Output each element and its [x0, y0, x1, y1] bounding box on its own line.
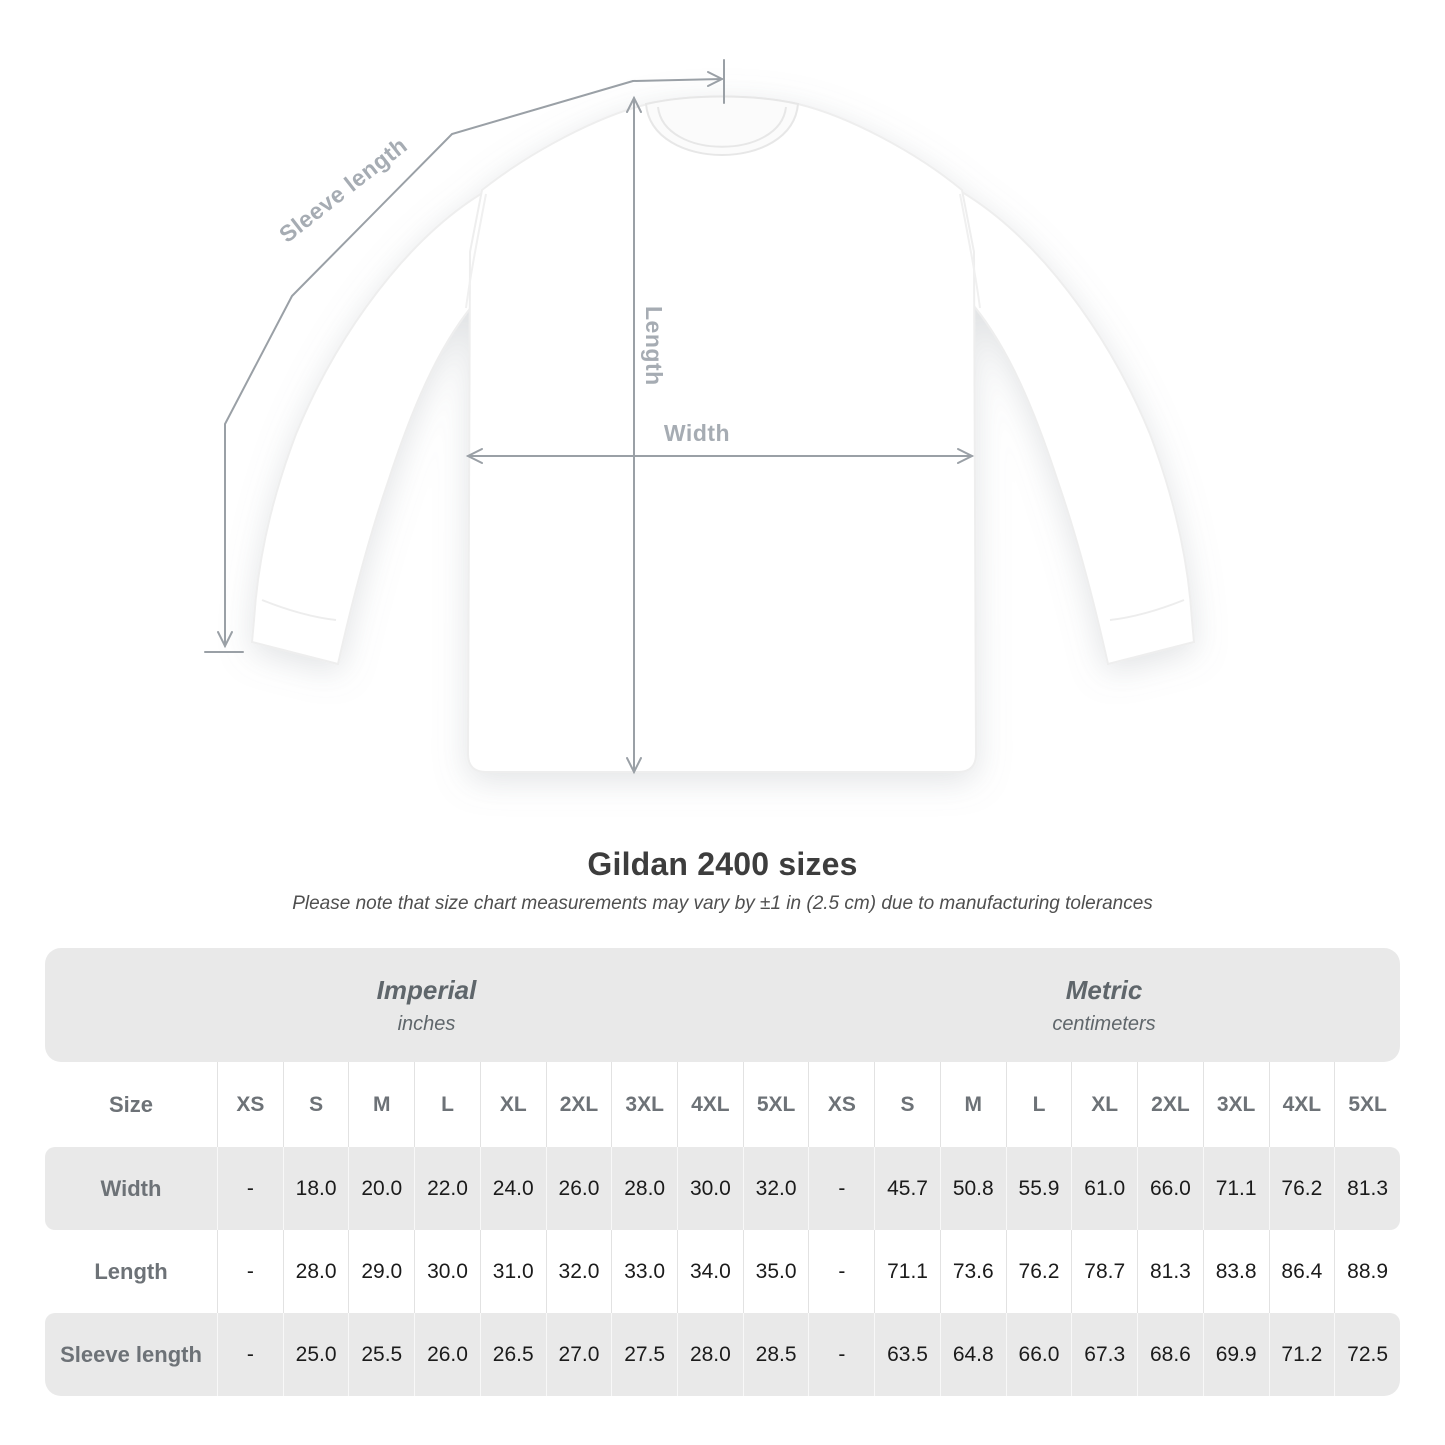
- value-cell-metric: 88.9: [1334, 1230, 1400, 1313]
- metric-title: Metric: [1065, 974, 1143, 1005]
- value-cell-metric: 81.3: [1334, 1147, 1400, 1230]
- value-cell-imperial: 27.5: [611, 1313, 677, 1396]
- value-cell-metric: 83.8: [1203, 1230, 1269, 1313]
- length-label: Length: [641, 306, 667, 386]
- metric-unit: centimeters: [1052, 1012, 1156, 1035]
- value-cell-imperial: 26.0: [546, 1147, 612, 1230]
- value-cell-imperial: 28.0: [283, 1230, 349, 1313]
- value-cell-imperial: 32.0: [546, 1230, 612, 1313]
- right-sleeve: [962, 192, 1194, 664]
- value-cell-imperial: 26.0: [414, 1313, 480, 1396]
- value-cell-imperial: 27.0: [546, 1313, 612, 1396]
- size-col-header-metric-s: S: [874, 1062, 940, 1147]
- value-cell-imperial: -: [217, 1230, 283, 1313]
- sleeve-top-segment: [633, 79, 722, 81]
- value-cell-imperial: 35.0: [743, 1230, 809, 1313]
- size-col-header-metric-5xl: 5XL: [1334, 1062, 1400, 1147]
- size-header-row: [45, 1062, 1400, 1147]
- size-chart-table: [45, 948, 1400, 1396]
- value-cell-imperial: 32.0: [743, 1147, 809, 1230]
- value-cell-metric: 72.5: [1334, 1313, 1400, 1396]
- size-col-header-metric-3xl: 3XL: [1203, 1062, 1269, 1147]
- size-col-header-imperial-l: L: [414, 1062, 480, 1147]
- value-cell-imperial: 22.0: [414, 1147, 480, 1230]
- value-cell-imperial: 25.0: [283, 1313, 349, 1396]
- value-cell-metric: 61.0: [1071, 1147, 1137, 1230]
- size-col-header-imperial-5xl: 5XL: [743, 1062, 809, 1147]
- size-col-header-imperial-3xl: 3XL: [611, 1062, 677, 1147]
- value-cell-metric: 55.9: [1006, 1147, 1072, 1230]
- value-cell-metric: 81.3: [1137, 1230, 1203, 1313]
- title-block: [0, 846, 1445, 915]
- value-cell-imperial: -: [217, 1147, 283, 1230]
- value-cell-metric: 45.7: [874, 1147, 940, 1230]
- value-cell-metric: 71.1: [874, 1230, 940, 1313]
- sleeve-length-label: Sleeve length: [274, 131, 413, 248]
- value-cell-metric: 73.6: [940, 1230, 1006, 1313]
- value-cell-metric: 50.8: [940, 1147, 1006, 1230]
- size-col-header-metric-m: M: [940, 1062, 1006, 1147]
- value-cell-metric: 76.2: [1006, 1230, 1072, 1313]
- value-cell-imperial: 28.5: [743, 1313, 809, 1396]
- measurement-row-width: [45, 1147, 1400, 1230]
- measurement-row-length: [45, 1230, 1400, 1313]
- imperial-title: Imperial: [376, 974, 477, 1005]
- width-label: Width: [663, 420, 731, 446]
- value-cell-imperial: 28.0: [677, 1313, 743, 1396]
- value-cell-metric: 66.0: [1006, 1313, 1072, 1396]
- value-cell-metric: 71.2: [1269, 1313, 1335, 1396]
- size-column-label: Size: [108, 1091, 154, 1117]
- value-cell-metric: 66.0: [1137, 1147, 1203, 1230]
- left-sleeve: [252, 192, 484, 664]
- value-cell-imperial: 30.0: [414, 1230, 480, 1313]
- value-cell-metric: -: [808, 1230, 874, 1313]
- value-cell-imperial: 20.0: [348, 1147, 414, 1230]
- value-cell-imperial: 25.5: [348, 1313, 414, 1396]
- value-cell-metric: 71.1: [1203, 1147, 1269, 1230]
- value-cell-imperial: 34.0: [677, 1230, 743, 1313]
- size-col-header-metric-2xl: 2XL: [1137, 1062, 1203, 1147]
- page-title: Gildan 2400 sizes: [587, 846, 858, 882]
- value-cell-metric: -: [808, 1313, 874, 1396]
- row-label: Sleeve length: [60, 1341, 202, 1367]
- value-cell-metric: 78.7: [1071, 1230, 1137, 1313]
- value-cell-metric: 86.4: [1269, 1230, 1335, 1313]
- value-cell-imperial: 26.5: [480, 1313, 546, 1396]
- value-cell-metric: 67.3: [1071, 1313, 1137, 1396]
- size-col-header-imperial-xs: XS: [217, 1062, 283, 1147]
- value-cell-metric: 76.2: [1269, 1147, 1335, 1230]
- imperial-header: [45, 975, 808, 1036]
- size-col-header-imperial-xl: XL: [480, 1062, 546, 1147]
- row-label: Length: [94, 1258, 168, 1284]
- value-cell-metric: 63.5: [874, 1313, 940, 1396]
- value-cell-imperial: 28.0: [611, 1147, 677, 1230]
- size-col-header-imperial-4xl: 4XL: [677, 1062, 743, 1147]
- size-col-header-imperial-s: S: [283, 1062, 349, 1147]
- value-cell-metric: 69.9: [1203, 1313, 1269, 1396]
- value-cell-metric: -: [808, 1147, 874, 1230]
- value-cell-imperial: 24.0: [480, 1147, 546, 1230]
- value-cell-imperial: 18.0: [283, 1147, 349, 1230]
- row-label: Width: [100, 1175, 162, 1201]
- value-cell-metric: 64.8: [940, 1313, 1006, 1396]
- size-col-header-imperial-2xl: 2XL: [546, 1062, 612, 1147]
- measurement-rows: [45, 1147, 1400, 1396]
- value-cell-imperial: -: [217, 1313, 283, 1396]
- size-col-header-metric-xs: XS: [808, 1062, 874, 1147]
- value-cell-imperial: 29.0: [348, 1230, 414, 1313]
- value-cell-metric: 68.6: [1137, 1313, 1203, 1396]
- measurement-row-sleeve-length: [45, 1313, 1400, 1396]
- metric-header: [808, 975, 1400, 1036]
- value-cell-imperial: 30.0: [677, 1147, 743, 1230]
- imperial-unit: inches: [397, 1012, 456, 1035]
- value-cell-imperial: 31.0: [480, 1230, 546, 1313]
- size-col-header-metric-4xl: 4XL: [1269, 1062, 1335, 1147]
- value-cell-imperial: 33.0: [611, 1230, 677, 1313]
- size-col-header-imperial-m: M: [348, 1062, 414, 1147]
- size-col-header-metric-l: L: [1006, 1062, 1072, 1147]
- unit-header-band: [45, 948, 1400, 1062]
- tolerance-note: Please note that size chart measurements may vary by ±1 in (2.5 cm) due to manufacturing tolerances: [292, 893, 1153, 914]
- size-col-header-metric-xl: XL: [1071, 1062, 1137, 1147]
